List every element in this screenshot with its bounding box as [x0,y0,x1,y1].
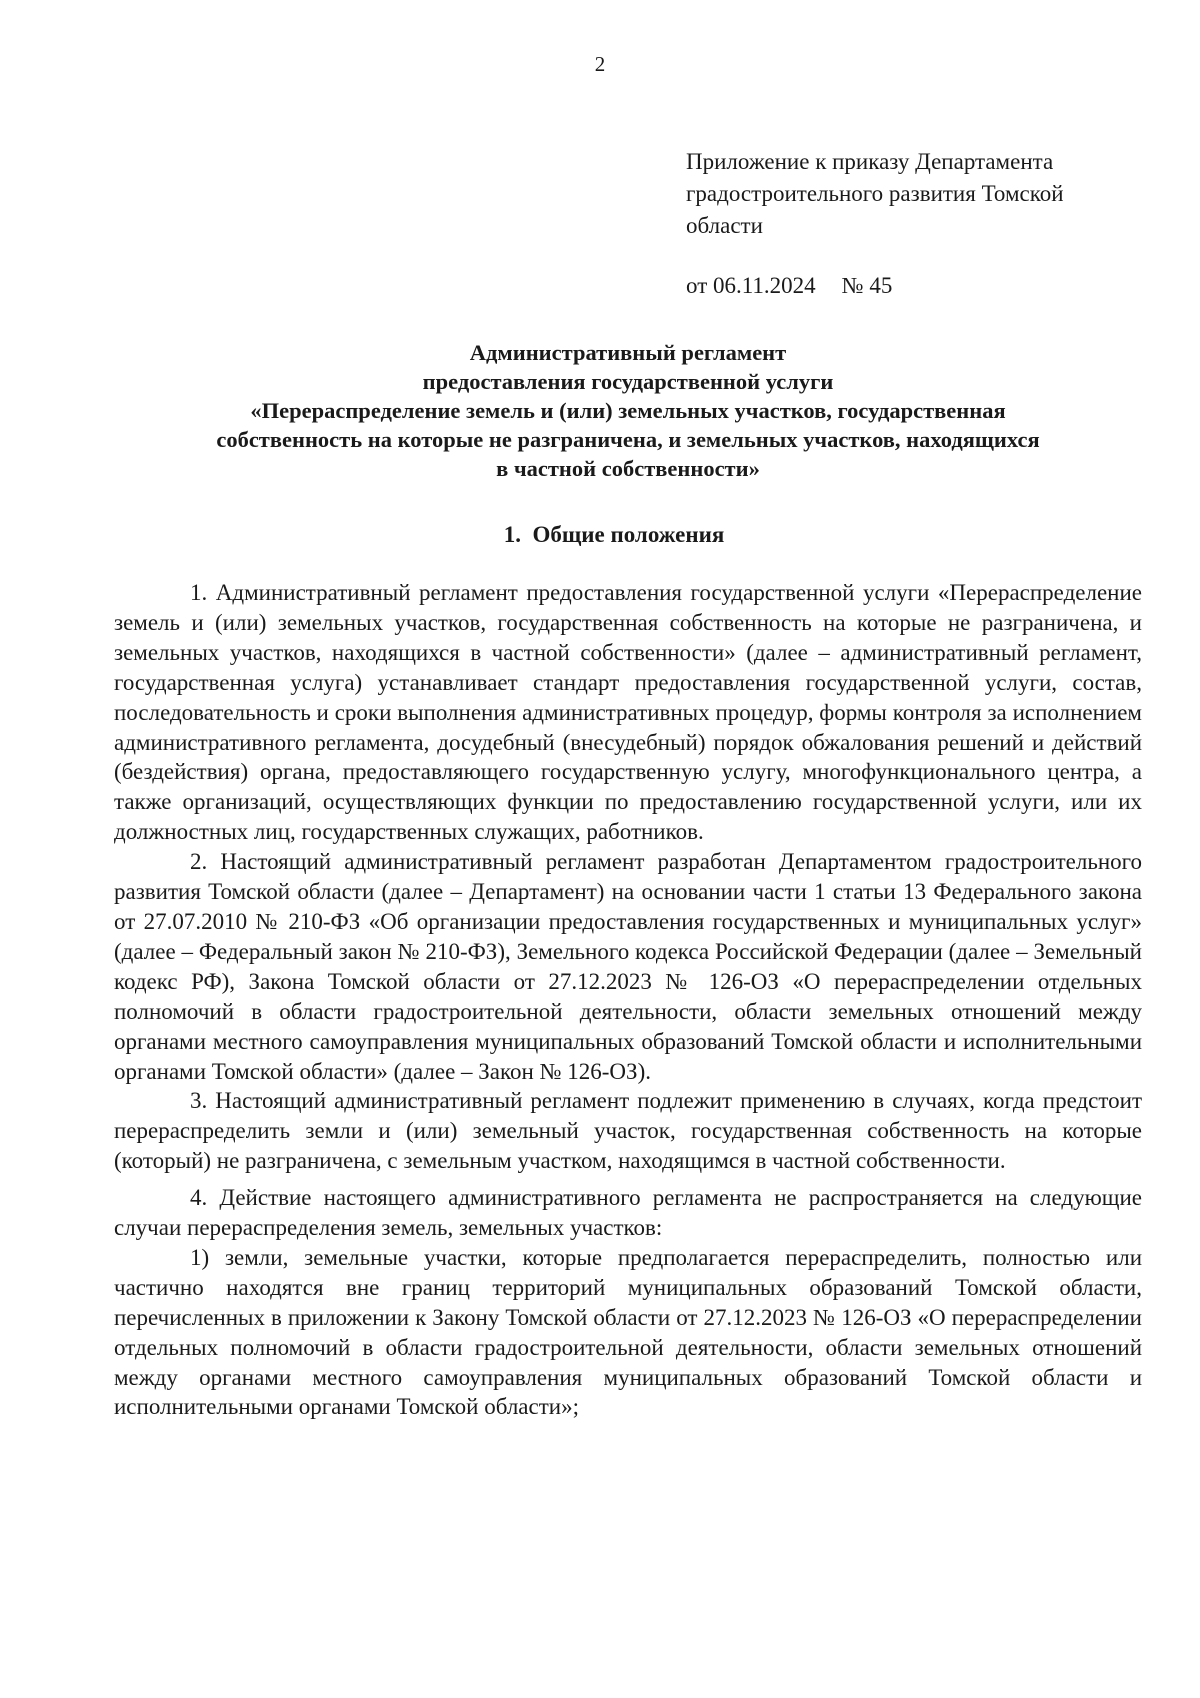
document-title [114,338,1142,483]
section-title: Общие положения [532,522,725,547]
title-line: в частной собственности» [496,456,760,481]
appendix-line: Приложение к приказу Департамента [686,149,1054,174]
order-date: от 06.11.2024 [686,273,816,298]
paragraph-4: 4. Действие настоящего административного регламента не распространяется на следующие случаи перераспределения земель, земельных участков: [114,1185,1142,1241]
title-line: предоставления государственной услуги [422,369,834,394]
appendix-date-line [686,270,1136,302]
body-text [114,578,1142,1422]
title-line: собственность на которые не разграничена, и земельных участков, находящихся [216,427,1040,452]
title-line: Административный регламент [469,340,787,365]
paragraph-2: 2. Настоящий административный регламент разработан Департаментом градостроительного развития Томской области (далее – Департамент) на основании части 1 статьи 13 Федерального закона от 27.07.2010 № 210-ФЗ «Об организации предоставления государственных и муниципальных услуг» (далее – Федеральный закон № 210-ФЗ), Земельного кодекса Российской Федерации (далее – Земельный кодекс РФ), Закона Томской области от 27.12.2023 № 126-ОЗ «О перераспределении отдельных полномочий в области градостроительной деятельности, области земельных отношений между органами местного самоуправления муниципальных образований Томской области и исполнительными органами Томской области» (далее – Закон № 126-ОЗ). [114,849,1142,1084]
page-number: 2 [594,52,606,76]
appendix-block [686,146,1136,302]
appendix-line: градостроительного развития Томской [686,181,1064,206]
paragraph-3: 3. Настоящий административный регламент подлежит применению в случаях, когда предстоит перераспределить земли и (или) земельный участок, государственная собственность на которые (который) не разграничена, с земельным участком, находящимся в частной собственности. [114,1088,1142,1174]
appendix-line: области [686,213,763,238]
section-heading [114,520,1114,550]
paragraph-4-item-1: 1) земли, земельные участки, которые предполагается перераспределить, полностью или частично находятся вне границ территорий муниципальных образований Томской области, перечисленных в приложении к Закону Томской области от 27.12.2023 № 126-ОЗ «О перераспределении отдельных полномочий в области градостроительной деятельности, области земельных отношений между органами местного самоуправления муниципальных образований Томской области и исполнительными органами Томской области»; [114,1244,1142,1420]
title-line: «Перераспределение земель и (или) земельных участков, государственная [250,398,1006,423]
paragraph-1: 1. Административный регламент предоставления государственной услуги «Перераспределение земель и (или) земельных участков, государственная собственность на которые не разграничена, и земельных участков, находящихся в частной собственности» (далее – административный регламент, государственная услуга) устанавливает стандарт предоставления государственной услуги, состав, последовательность и сроки выполнения административных процедур, формы контроля за исполнением административного регламента, досудебный (внесудебный) порядок обжалования решений и действий (бездействия) органа, предоставляющего государственную услугу, многофункционального центра, а также организаций, осуществляющих функции по предоставлению государственной услуги, или их должностных лиц, государственных служащих, работников. [114,580,1142,845]
section-number: 1. [503,522,521,547]
order-number: № 45 [841,273,893,298]
